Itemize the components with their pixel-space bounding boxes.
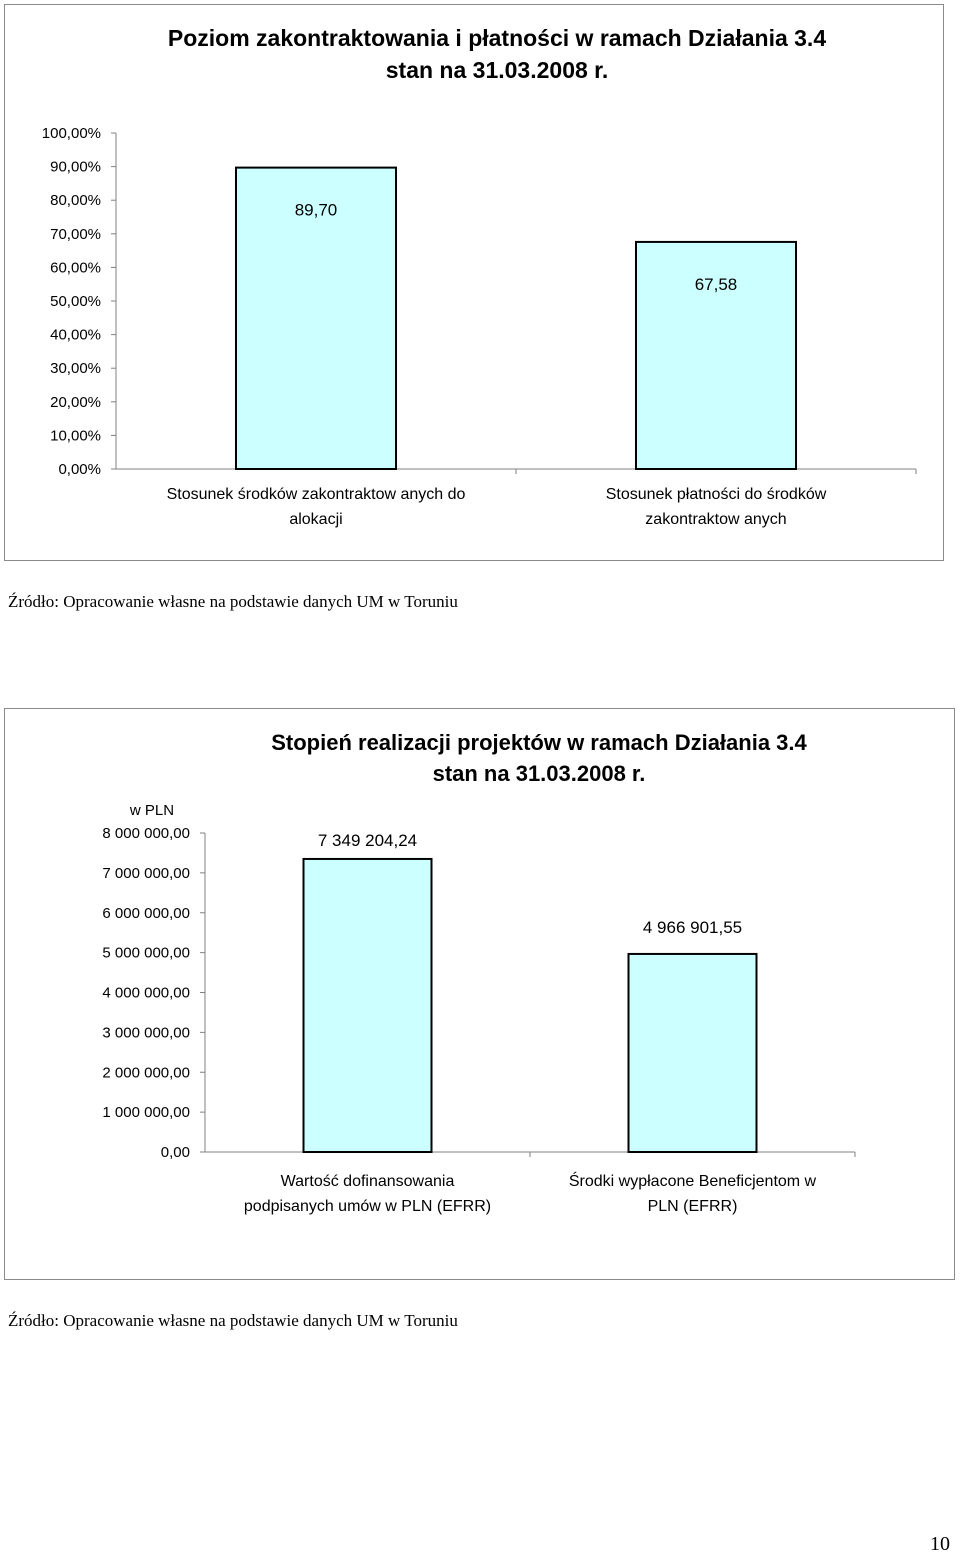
page-number: 10 [930, 1533, 950, 1555]
chart-2-unit-label: w PLN [129, 802, 175, 819]
chart-2-y-tick-label: 3 000 000,00 [102, 1024, 190, 1042]
chart-2-title: Stopień realizacji projektów w ramach Działania 3.4 [271, 730, 807, 755]
chart-1-y-tick-label: 40,00% [50, 326, 101, 344]
chart-1-y-tick-label: 80,00% [50, 192, 101, 210]
chart-2-y-tick-label: 6 000 000,00 [102, 904, 190, 922]
chart-1-y-tick-label: 100,00% [41, 125, 101, 142]
chart-2-y-tick-label: 0,00 [160, 1144, 190, 1161]
chart-2-y-tick-label: 4 000 000,00 [102, 984, 190, 1002]
chart-1-category-label-2: zakontraktow anych [645, 511, 787, 528]
chart-2-y-tick-label: 1 000 000,00 [102, 1104, 190, 1122]
chart-1-y-tick-label: 60,00% [50, 259, 101, 277]
chart-2-category-label-2: PLN (EFRR) [647, 1198, 738, 1215]
chart-2-category-label-1: Wartość dofinansowania [280, 1173, 455, 1190]
chart-2-y-tick-label: 7 000 000,00 [102, 864, 190, 882]
chart-1-y-tick-label: 0,00% [58, 461, 101, 478]
source-note-1: Źródło: Opracowanie własne na podstawie danych UM w Toruniu [8, 592, 458, 611]
chart-1-y-tick-label: 70,00% [50, 225, 101, 243]
chart-2-bar-1 [304, 859, 432, 1152]
chart-2-category-label-2: Środki wypłacone Beneficjentom w [568, 1173, 817, 1190]
chart-2-data-label-1: 7 349 204,24 [317, 830, 418, 850]
chart-2-data-label-2: 4 966 901,55 [642, 917, 743, 937]
chart-1-y-tick-label: 10,00% [50, 427, 101, 445]
chart-1-y-tick-label: 30,00% [50, 360, 101, 378]
chart-1-category-label-2: Stosunek płatności do środków [605, 486, 827, 503]
chart-2-y-tick-label: 5 000 000,00 [102, 944, 190, 962]
chart-2-y-tick-label: 2 000 000,00 [102, 1064, 190, 1082]
chart-1-category-label-1: Stosunek środków zakontraktow anych do [166, 486, 466, 503]
chart-1-y-tick-label: 50,00% [50, 293, 101, 310]
chart-1-title: Poziom zakontraktowania i płatności w ramach Działania 3.4 [167, 25, 827, 51]
source-note-2: Źródło: Opracowanie własne na podstawie danych UM w Toruniu [8, 1311, 458, 1330]
chart-2-bar-2 [629, 954, 757, 1152]
chart-2-y-tick-label: 8 000 000,00 [102, 825, 190, 842]
chart-2-category-label-1: podpisanych umów w PLN (EFRR) [243, 1198, 492, 1215]
chart-1-y-tick-label: 90,00% [50, 158, 101, 176]
chart-1-data-label-2: 67,58 [694, 274, 738, 294]
chart-1-subtitle: stan na 31.03.2008 r. [385, 57, 609, 83]
chart-1-data-label-1: 89,70 [294, 200, 338, 220]
chart-2-subtitle: stan na 31.03.2008 r. [432, 761, 646, 786]
chart-1-y-tick-label: 20,00% [50, 393, 101, 411]
chart-1-category-label-1: alokacji [289, 511, 343, 528]
